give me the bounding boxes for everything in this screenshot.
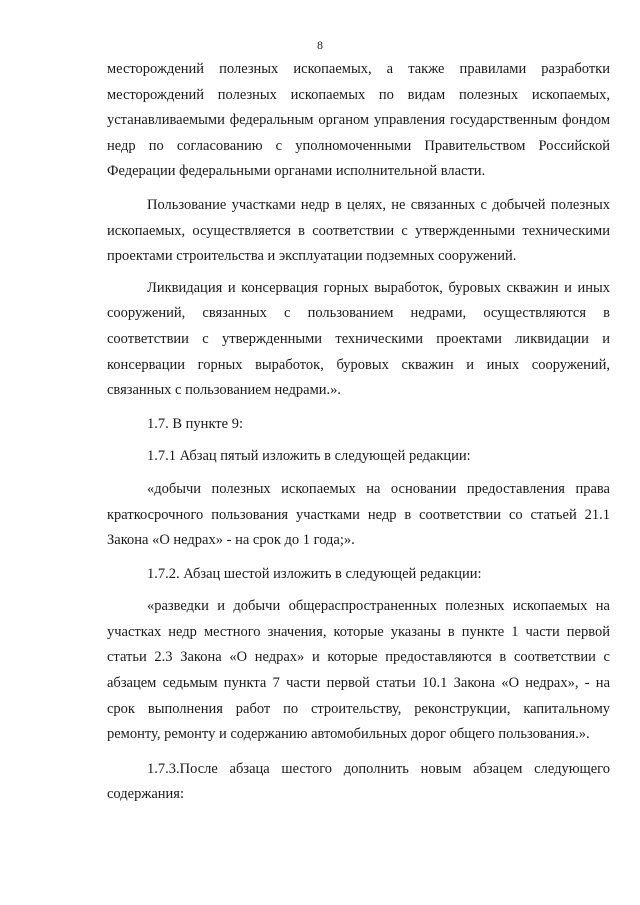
paragraph-liquidation: Ликвидация и консервация горных выработок, буровых скважин и иных сооружений, связанных с пользованием недрами, осуществляются в соответствии с утвержденными техническими проектами ликвидации и консервации горных выработок, буровых скважин и иных сооружений, связанных с пользованием недрами.». bbox=[107, 279, 610, 399]
paragraph-quote-exploration: «разведки и добычи общераспространенных полезных ископаемых на участках недр местного значения, которые указаны в пункте 1 части первой статьи 2.3 Закона «О недрах» и которые предоставляются в соответствии с абзацем седьмым пункта 7 части первой статьи 10.1 Закона «О недрах», - на срок выполнения работ по строительству, реконструкции, капитальному ремонту, ремонту и содержанию автомобильных дорог общего пользования.». bbox=[107, 598, 610, 743]
paragraph-item-1-7-3: 1.7.3.После абзаца шестого дополнить новым абзацем следующего содержания: bbox=[107, 760, 610, 803]
document-body bbox=[107, 57, 610, 808]
paragraph-item-1-7-1: 1.7.1 Абзац пятый изложить в следующей редакции: bbox=[147, 448, 471, 465]
paragraph-item-1-7: 1.7. В пункте 9: bbox=[147, 415, 243, 432]
paragraph-subsoil-use: Пользование участками недр в целях, не связанных с добычей полезных ископаемых, осуществляется в соответствии с утвержденными техническими проектами строительства и эксплуатации подземных сооружений. bbox=[107, 196, 610, 265]
paragraph-item-1-7-2: 1.7.2. Абзац шестой изложить в следующей редакции: bbox=[147, 565, 482, 582]
paragraph-continuation: месторождений полезных ископаемых, а также правилами разработки месторождений полезных ископаемых по видам полезных ископаемых, устанавливаемыми федеральным органом управления государственным фондом недр по согласованию с уполномоченными Правительством Российской Федерации федеральными органами исполнительной власти. bbox=[107, 61, 610, 180]
page-number: 8 bbox=[317, 38, 323, 52]
paragraph-quote-short-term: «добычи полезных ископаемых на основании предоставления права краткосрочного пользования участками недр в соответствии со статьей 21.1 Закона «О недрах» - на срок до 1 года;». bbox=[107, 480, 610, 549]
